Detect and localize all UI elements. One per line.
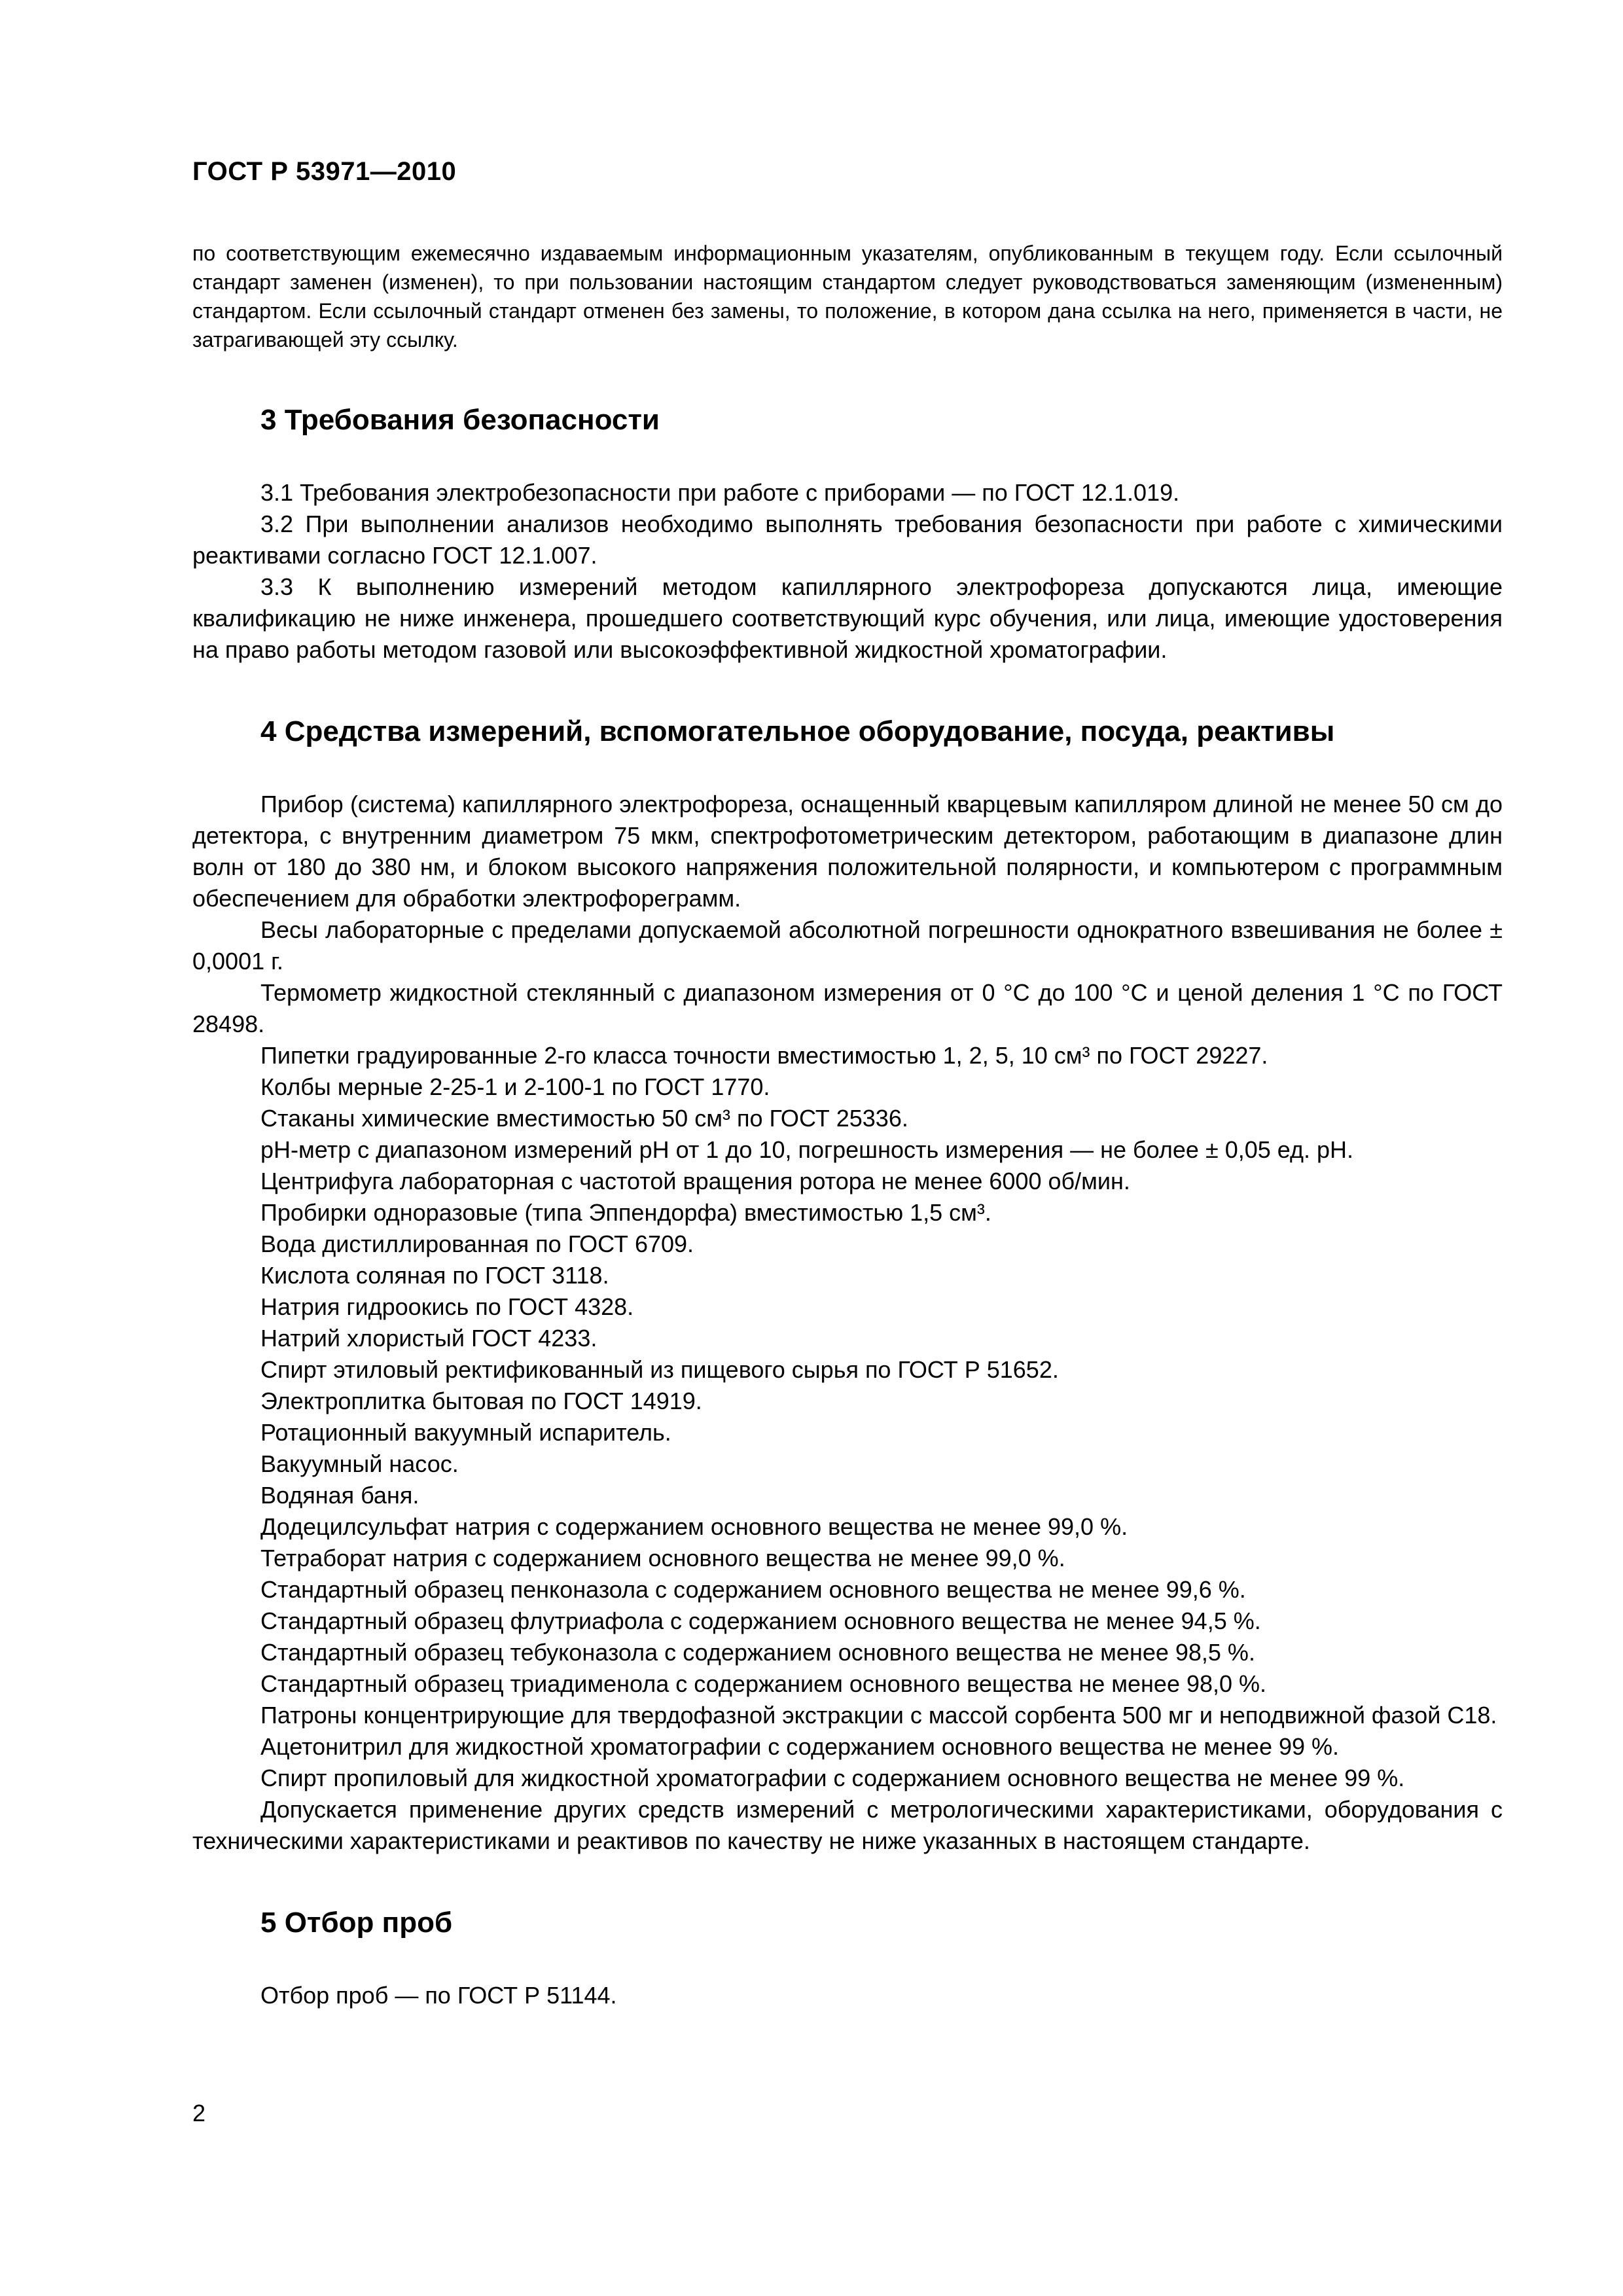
document-page — [192, 157, 1503, 2011]
paragraph: Вакуумный насос. — [260, 1450, 459, 1477]
section-4 — [192, 715, 1503, 1857]
standard-header: ГОСТ Р 53971—2010 — [192, 157, 457, 186]
section-5 — [192, 1907, 1503, 2011]
paragraph: 3.2 При выполнении анализов необходимо выполнять требования безопасности при работе с химическими реактивами согласно ГОСТ 12.1.007. — [192, 511, 1503, 569]
paragraph: Пипетки градуированные 2-го класса точности вместимостью 1, 2, 5, 10 см³ по ГОСТ 29227. — [260, 1042, 1268, 1069]
paragraph: Ацетонитрил для жидкостной хроматографии с содержанием основного вещества не менее 99 %. — [260, 1733, 1340, 1760]
paragraph: Натрия гидроокись по ГОСТ 4328. — [260, 1293, 634, 1320]
paragraph: Водяная баня. — [260, 1482, 419, 1509]
paragraph: Пробирки одноразовые (типа Эппендорфа) вместимостью 1,5 см³. — [260, 1199, 991, 1226]
section-4-body — [192, 789, 1503, 1857]
paragraph: Додецилсульфат натрия с содержанием основного вещества не менее 99,0 %. — [260, 1513, 1128, 1540]
paragraph: Электроплитка бытовая по ГОСТ 14919. — [260, 1388, 702, 1414]
section-5-body — [192, 1980, 1503, 2011]
paragraph: Вода дистиллированная по ГОСТ 6709. — [260, 1230, 694, 1257]
section-5-title: 5 Отбор проб — [260, 1907, 453, 1939]
paragraph: Стандартный образец пенконазола с содержанием основного вещества не менее 99,6 %. — [260, 1576, 1246, 1603]
page-number: 2 — [192, 2100, 206, 2126]
paragraph: Тетраборат натрия с содержанием основного вещества не менее 99,0 %. — [260, 1545, 1065, 1571]
section-3 — [192, 404, 1503, 666]
paragraph: Отбор проб — по ГОСТ Р 51144. — [260, 1982, 617, 2009]
intro-paragraph: по соответствующим ежемесячно издаваемым информационным указателям, опубликованным в текущем году. Если ссылочный стандарт заменен (изменен), то при пользовании настоящим стандартом следует руководствоваться заменяющим (измененным) стандартом. Если ссылочный стандарт отменен без замены, то положение, в котором дана ссылка на него, применяется в части, не затрагивающей эту ссылку. — [192, 242, 1503, 351]
paragraph: Стандартный образец флутриафола с содержанием основного вещества не менее 94,5 %. — [260, 1607, 1261, 1634]
section-3-title: 3 Требования безопасности — [260, 404, 660, 436]
paragraph: Допускается применение других средств измерений с метрологическими характеристиками, оборудования с техническими характеристиками и реактивов по качеству не ниже указанных в настоящем стандарте. — [192, 1796, 1503, 1854]
paragraph: 3.3 К выполнению измерений методом капиллярного электрофореза допускаются лица, имеющие квалификацию не ниже инженера, прошедшего соответствующий курс обучения, или лица, имеющие удостоверения на право работы методом газовой или высокоэффективной жидкостной хроматографии. — [192, 573, 1503, 663]
paragraph: Весы лабораторные с пределами допускаемой абсолютной погрешности однократного взвешивания не более ± 0,0001 г. — [192, 916, 1503, 975]
section-3-body — [192, 477, 1503, 666]
paragraph: Центрифуга лабораторная с частотой вращения ротора не менее 6000 об/мин. — [260, 1168, 1130, 1194]
paragraph: Стандартный образец тебуконазола с содержанием основного вещества не менее 98,5 %. — [260, 1639, 1255, 1666]
paragraph: Термометр жидкостной стеклянный с диапазоном измерения от 0 °C до 100 °C и ценой деления 1 °C по ГОСТ 28498. — [192, 979, 1503, 1037]
paragraph: Колбы мерные 2-25-1 и 2-100-1 по ГОСТ 1770. — [260, 1073, 770, 1100]
paragraph: Стандартный образец триадименола с содержанием основного вещества не менее 98,0 %. — [260, 1670, 1267, 1697]
paragraph: pH-метр с диапазоном измерений pH от 1 до 10, погрешность измерения — не более ± 0,05 ед. pH. — [260, 1136, 1354, 1163]
paragraph: Спирт пропиловый для жидкостной хроматографии с содержанием основного вещества не менее 99 %. — [260, 1765, 1405, 1791]
paragraph: Натрий хлористый ГОСТ 4233. — [260, 1325, 597, 1352]
paragraph: Кислота соляная по ГОСТ 3118. — [260, 1262, 609, 1289]
section-4-title: 4 Средства измерений, вспомогательное оборудование, посуда, реактивы — [260, 715, 1335, 747]
paragraph: Прибор (система) капиллярного электрофореза, оснащенный кварцевым капилляром длиной не менее 50 см до детектора, с внутренним диаметром 75 мкм, спектрофотометрическим детектором, работающим в диапазоне длин волн от 180 до 380 нм, и блоком высокого напряжения положительной полярности, и компьютером с программным обеспечением для обработки электрофореграмм. — [192, 791, 1503, 912]
paragraph: Стаканы химические вместимостью 50 см³ по ГОСТ 25336. — [260, 1105, 908, 1132]
paragraph: Спирт этиловый ректификованный из пищевого сырья по ГОСТ Р 51652. — [260, 1356, 1059, 1383]
paragraph: Ротационный вакуумный испаритель. — [260, 1419, 671, 1446]
paragraph: Патроны концентрирующие для твердофазной экстракции с массой сорбента 500 мг и неподвижной фазой С18. — [260, 1702, 1497, 1729]
paragraph: 3.1 Требования электробезопасности при работе с приборами — по ГОСТ 12.1.019. — [260, 479, 1180, 506]
